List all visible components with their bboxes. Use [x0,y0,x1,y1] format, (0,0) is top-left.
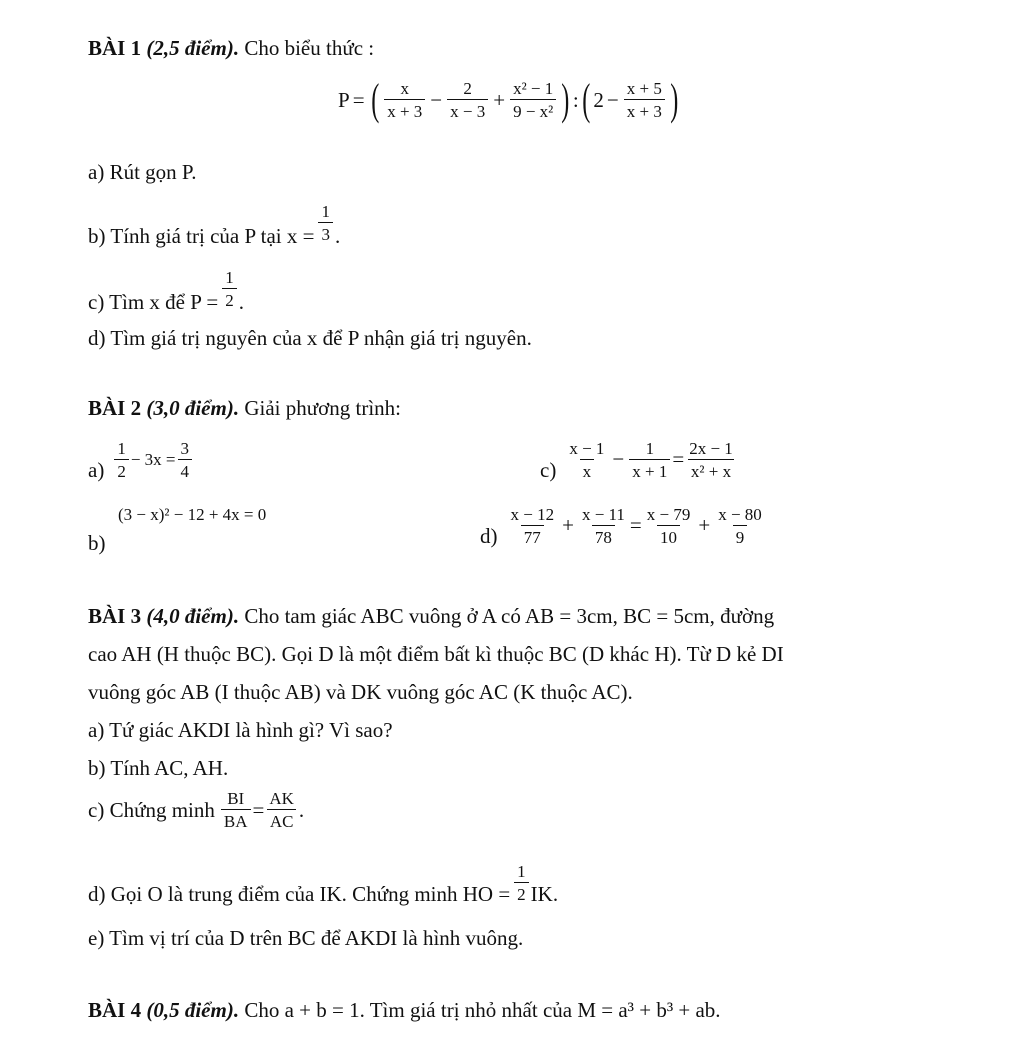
b1-frac-1: x x + 3 [384,80,425,120]
b3-part-d: d) Gọi O là trung điểm của IK. Chứng minh HO = $\frac{1}{2}$ IK. [88,861,559,906]
b3-title: BÀI 3 [88,604,142,628]
b4-score: (0,5 điểm). [146,998,240,1022]
b1-expression: P = ( x x + 3 − $\frac{2}{x - 3}$ + $\frac{\text{x² − 1}}{\text{9 − x²}}$ ) : ( 2 − $\frac{x + 5}{x + 3}$ ) [338,75,679,124]
b1-eq-sign: = [352,87,365,112]
b4-text: Cho a + b = 1. Tìm giá trị nhỏ nhất của M = a³ + b³ + ab. [244,998,721,1022]
b3-line-1: Cho tam giác ABC vuông ở A có AB = 3cm, BC = 5cm, đường [244,604,775,628]
b1-intro: Cho biểu thức : [244,36,375,60]
b1-part-d: d) Tìm giá trị nguyên của x để P nhận giá trị nguyên. [88,326,532,350]
b3-part-b: b) Tính AC, AH. [88,756,229,780]
b1-title: BÀI 1 [88,36,142,60]
b2-title: BÀI 2 [88,396,142,420]
b1-c-frac: $\frac{1}{2}$ [222,269,237,309]
b1-p-symbol: P [338,87,350,112]
b1-frac-3: $\frac{\text{x² − 1}}{\text{9 − x²}}$ [510,80,556,120]
b1-part-c: c) Tìm x để P = $\frac{1}{2}$ . [88,267,244,314]
b1-frac-4: $\frac{x + 5}{x + 3}$ [624,80,665,120]
b3-part-c: c) Chứng minh $\frac{BI}{BA}$ = $\frac{AK}{AC}$ . [88,789,305,831]
b2-score: (3,0 điểm). [146,396,240,420]
b2-heading [88,396,401,421]
b1-two: 2 [593,87,604,112]
paren-close: ) [561,75,570,124]
b1-divide: : [572,87,579,112]
b3-part-a: a) Tứ giác AKDI là hình gì? Vì sao? [88,718,393,742]
b1-score: (2,5 điểm). [146,36,240,60]
b2-intro: Giải phương trình: [244,396,401,420]
b3-part-e: e) Tìm vị trí của D trên BC để AKDI là hình vuông. [88,926,524,950]
b1-part-b: b) Tính giá trị của P tại x = $\frac{1}{3}$ . [88,201,341,248]
b4-title: BÀI 4 [88,998,142,1022]
b3-score: (4,0 điểm). [146,604,240,628]
paren-open-2: ( [582,75,591,124]
b3-heading [88,604,774,629]
b2-eq-a: a) 1 2 − 3x = $\frac{3}{4}$ [88,436,194,483]
paren-close-2: ) [670,75,679,124]
paren-open: ( [370,75,379,124]
b3-line-2: cao AH (H thuộc BC). Gọi D là một điểm bất kì thuộc BC (D khác H). Từ D kẻ DI [88,642,784,666]
b3-line-3: vuông góc AB (I thuộc AB) và DK vuông góc AC (K thuộc AC). [88,680,633,704]
b2-eq-c: c) x − 1 x − $\frac{1}{x + 1}$ = $\frac{2x - 1}{\text{x² + x}}$ [540,438,733,482]
b4-heading [88,998,721,1023]
b1-part-a: a) Rút gọn P. [88,160,197,184]
b1-heading [88,36,374,61]
b1-frac-2: $\frac{2}{x - 3}$ [447,80,488,120]
b1-b-frac: $\frac{1}{3}$ [318,203,333,243]
b2-eq-d: d) x − 12 77 + $\frac{x - 11}{78}$ = $\frac{x - 79}{10}$ + $\frac{x - 80}{9}$ [480,504,762,548]
